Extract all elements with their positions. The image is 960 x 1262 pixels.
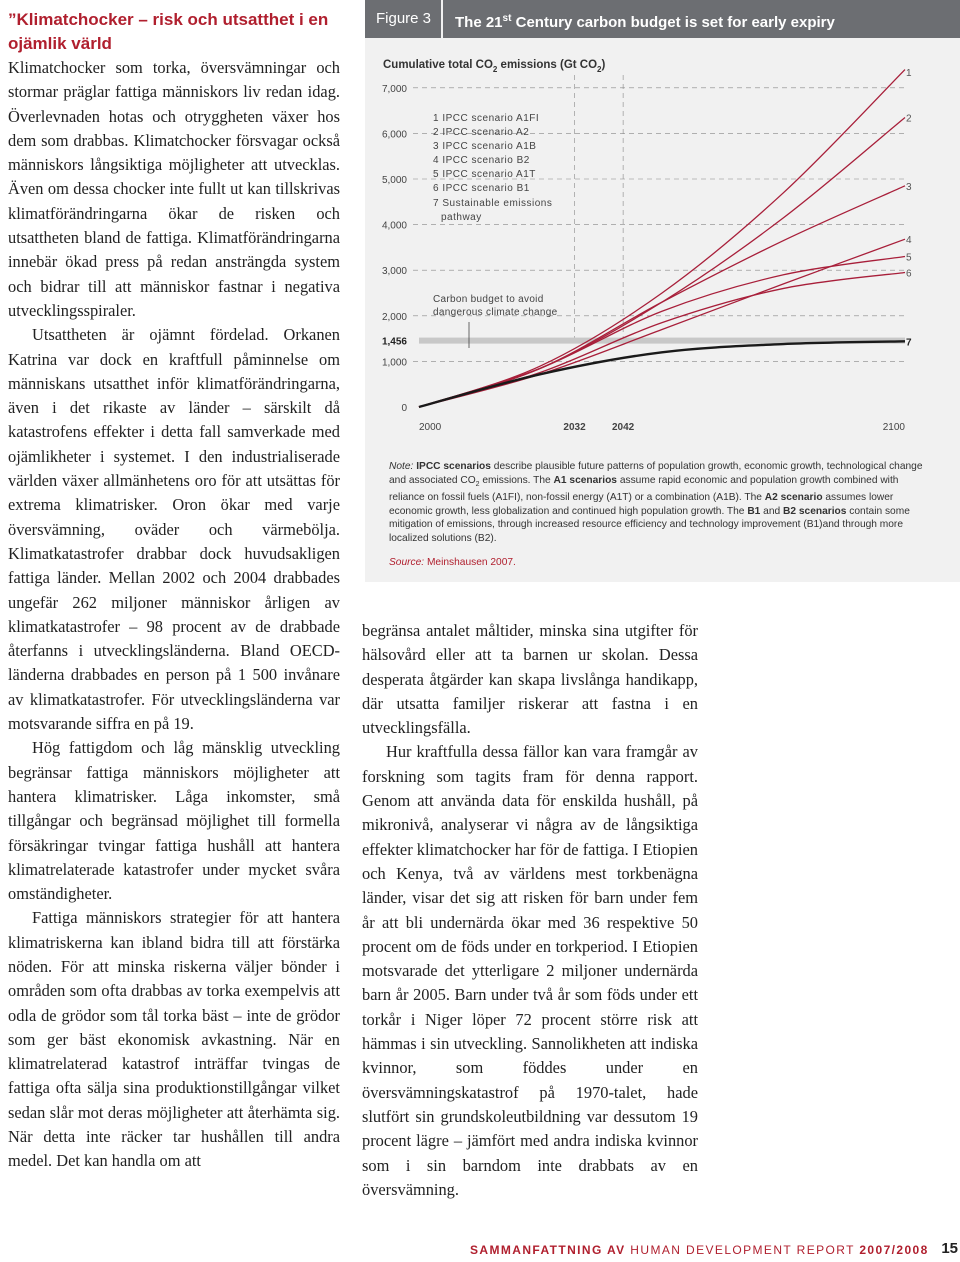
note-bold: B1 xyxy=(747,505,761,517)
paragraph: Utsattheten är ojämnt fördelad. Orkanen Katrina var dock en kraftfull påminnelse om människans utsatthet inför klimatförändringarna, även i det rikaste av länder – särskilt då katastrofens effekter i detta fall samverkade med ojämlikheter i systemet. I den industrialiserade världen växer allmänhetens oro för att utsättas för extrema klimatrisker. Oron ökar med varje översvämning, oväder och värmebölja. Klimatkatastrofer drabbar dock huvudsakligen fattiga länder. Mellan 2002 och 2004 drabbades ungefär 262 miljoner människor årligen av klimatkatastrofer – 98 procent av de drabbade återfanns i utvecklingsländerna. Bland OECD-länderna drabbades en person på 1 500 invånare av klimatkatastrofer. För utvecklingsländerna var motsvarande siffra en på 19. xyxy=(8,325,340,734)
series-end-label: 3 xyxy=(906,181,912,193)
y-tick-label: 3,000 xyxy=(381,266,407,278)
figure-note xyxy=(389,460,929,546)
legend-item: pathway xyxy=(441,212,482,223)
y-tick-label: 6,000 xyxy=(381,129,407,141)
footer-text: HUMAN DEVELOPMENT REPORT xyxy=(625,1243,860,1257)
y-axis-label: Cumulative total $CO_2$ emissions (Gt $CO_2$) xyxy=(383,59,606,74)
y-tick-label: 4,000 xyxy=(381,220,407,232)
series-end-label: 2 xyxy=(906,113,912,125)
x-tick-label: 2000 xyxy=(419,422,442,433)
legend-item: 5 IPCC scenario A1T xyxy=(433,169,536,180)
footer-text: 2007/2008 xyxy=(859,1243,929,1257)
page-footer xyxy=(470,1240,960,1257)
note-sub: 2 xyxy=(475,480,480,488)
figure-label: Figure 3 xyxy=(365,0,441,38)
legend-item: 3 IPCC scenario A1B xyxy=(433,141,537,152)
footer-text: SAMMANFATTNING AV xyxy=(470,1243,626,1257)
legend-item: 6 IPCC scenario B1 xyxy=(433,183,530,194)
series-end-label: 7 xyxy=(906,337,912,349)
section-heading: ”Klimatchocker – risk och utsatthet i en ojämlik värld xyxy=(8,10,329,53)
series-line-5 xyxy=(419,257,905,407)
legend xyxy=(433,113,552,223)
note-text: assume rapid economic and population growth combined with reliance on fossil fuels (A1FI), non-fossil energy (A1T) or a combination (A1B). The xyxy=(389,474,899,504)
legend-item: 2 IPCC scenario A2 xyxy=(433,127,530,138)
note-bold: A1 scenarios xyxy=(553,474,617,486)
note-text: contain some mitigation of emissions, through increased resource efficiency and technology improvement (B1)and through more localized solutions (B2). xyxy=(389,505,910,544)
note-bold: B2 scenarios xyxy=(783,505,847,517)
paragraph: Klimatchocker som torka, översvämningar och stormar präglar fattiga människors liv redan idag. Överlevnaden hotas och otryggheten växer hos dem som drabbas. Klimatchocker försvagar också människors långsiktiga möjligheter att utvecklas. Även om dessa chocker inte fullt ut kan tillskrivas klimatförändringarna ökar de risken och utsattheten bland de fattiga. Klimatförändringarna innebär ökad press på redan ansträngda system och bidrar till att människor fastnar i negativa utvecklingsspiraler. xyxy=(8,58,340,320)
right-column xyxy=(362,619,698,1202)
source-text: Meinshausen 2007. xyxy=(424,557,516,568)
paragraph: begränsa antalet måltider, minska sina utgifter för hälsovård eller att ta barnen ur skolan. Dessa desperata åtgärder kan skapa livslånga handikapp, där utsatta familjer riskerar att fastna i en utvecklingsfälla. xyxy=(362,621,698,738)
paragraph: Fattiga människors strategier för att hantera klimatriskerna kan ibland bidra till att förstärka nöden. För att minska riskerna väljer bönder i områden som ofta drabbas av torka exempelvis att odla de grödor som tål torka bäst – inte de grödor som ger bäst ekonomisk avkastning. När en klimatrelaterad katastrof inträffar tvingas de fattiga ofta sälja sina produktionstillgångar vilket sedan slår mot deras möjligheter att återhämta sig. När detta inte räcker tar hushållen till andra medel. Det kan handla om att xyxy=(8,908,340,1171)
title-text: The 21 xyxy=(455,14,503,31)
y-tick-label: 1,000 xyxy=(381,357,407,369)
source-label: Source: xyxy=(389,557,425,568)
note-bold: A2 scenario xyxy=(764,492,823,504)
figure-title xyxy=(443,0,960,38)
x-tick-label: 2032 xyxy=(563,422,586,433)
series-end-label: 4 xyxy=(906,235,912,247)
note-text: and xyxy=(760,505,784,517)
note-text: assumes lower economic growth, less globalization and continued high population growth. The xyxy=(389,492,894,517)
paragraph: Hur kraftfulla dessa fällor kan vara framgår av forskning som tagits fram för denna rapport. Genom att använda data för enskilda hushåll, på mikronivå, analyserar vi några av de långsiktiga effekter klimatchocker har för de fattiga. I Etiopien och Kenya, två av världens mest torkbenägna länder, visar det sig att risken för barn under fem år att bli undernärda ökar med 36 respektive 50 procent om de föds under en torkperiod. I Etiopien motsvarade det ytterligare 2 miljoner undernärda barn år 2005. Barn under två år som föds under ett torkår i Niger löper 72 procent större risk att hämmas i sin utveckling. Sannolikheten att indiska kvinnor, som föddes under en översvämningskatastrof på 1970-talet, hade slutfört sin grundskoleutbildning var dessutom 19 procent lägre – jämfört med andra indiska kvinnor som i sin barndom inte drabbats av en översvämning. xyxy=(362,742,698,1199)
series-end-label: 6 xyxy=(906,268,912,280)
budget-annotation-line: dangerous climate change xyxy=(433,307,558,318)
figure-box xyxy=(365,0,960,582)
paragraph: Hög fattigdom och låg mänsklig utveckling begränsar fattiga människors möjligheter att hantera klimatrisker. Låga inkomster, små tillgångar och begränsad möjlighet till formella försäkringar tvingar fattiga hushåll att hantera klimatrelaterade katastrofer under mycket svåra omständigheter. xyxy=(8,738,340,904)
legend-item: 1 IPCC scenario A1FI xyxy=(433,113,540,124)
title-text: Century carbon budget is set for early expiry xyxy=(511,14,835,31)
legend-item: 4 IPCC scenario B2 xyxy=(433,155,530,166)
x-tick-label: 2042 xyxy=(611,422,635,433)
budget-tick-label: 1,456 xyxy=(381,336,407,348)
x-tick-label: 2100 xyxy=(882,422,905,433)
note-text: describe plausible future patterns of population growth, economic growth, technological change and associated CO xyxy=(389,461,923,486)
page-number: 15 xyxy=(941,1240,958,1257)
series-end-label: 5 xyxy=(906,252,912,264)
carbon-budget-chart xyxy=(365,40,960,450)
y-tick-label: 5,000 xyxy=(381,175,407,186)
note-text: emissions. The xyxy=(479,474,554,486)
series-end-label: 1 xyxy=(906,68,912,79)
budget-annotation-line: Carbon budget to avoid xyxy=(433,294,544,305)
note-label: Note: xyxy=(389,461,414,472)
y-tick-label: 2,000 xyxy=(381,311,407,323)
series-line-7 xyxy=(419,341,905,407)
figure-source xyxy=(389,557,516,568)
y-tick-label: 0 xyxy=(401,403,407,414)
figure-header xyxy=(365,0,960,38)
title-sup: st xyxy=(502,13,512,24)
note-bold: IPCC scenarios xyxy=(416,461,491,472)
y-tick-label: 7,000 xyxy=(381,83,407,95)
left-column xyxy=(8,8,340,1174)
legend-item: 7 Sustainable emissions xyxy=(433,198,553,209)
